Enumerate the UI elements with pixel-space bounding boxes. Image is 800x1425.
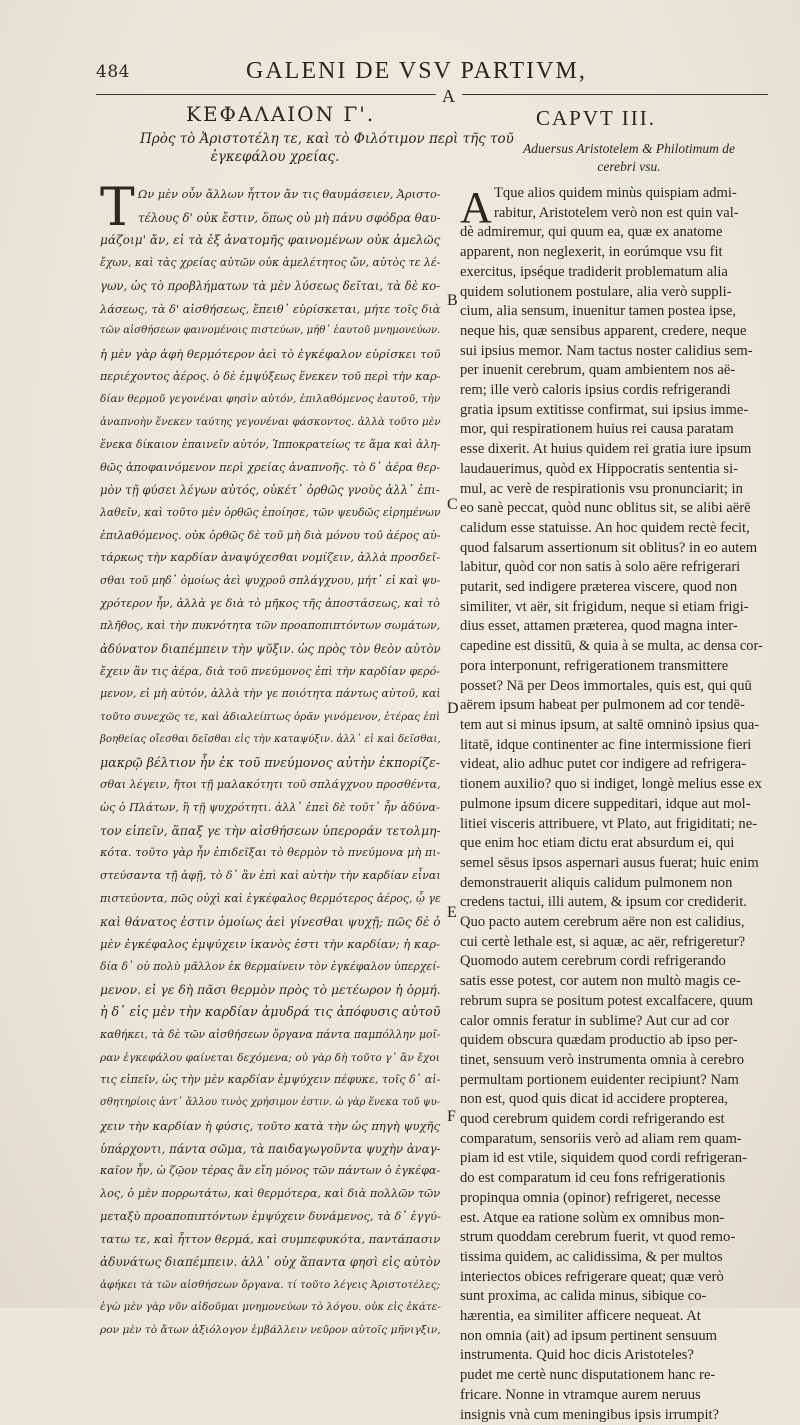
latin-subtitle-line: cerebri vsu. bbox=[597, 159, 661, 174]
greek-text-line: μενον, εἰ μὴ αὐτόν, ἀλλὰ τὴν γε ποιότητα πάντως αὐτοῦ, καὶ bbox=[100, 687, 441, 701]
greek-text-line: λάσεως, τὰ δ' αἰσθήσεως, ἔπειθ᾽ εὑρίσκεται, μήτε τοῖς διὰ bbox=[100, 301, 441, 316]
column-letter: A bbox=[442, 86, 455, 106]
latin-text-line: aërem ipsum habeat per pulmonem ad cor tendē- bbox=[460, 697, 745, 714]
latin-text-line: insignis vnà cum meningibus ipsis irrumpit? bbox=[460, 1406, 720, 1423]
latin-text-line: est. Atque ea ratione solùm ex omnibus mon- bbox=[460, 1209, 725, 1226]
greek-text-line: ὑπάρχοντι, πάντα σῶμα, τὰ παιδαγωγοῦντα ψυχὴν ἀναγ- bbox=[100, 1141, 441, 1156]
greek-text-line: ἀδυνάτως διαπέμπειν. ἀλλ᾽ οὐχ ἅπαντα φησὶ εἰς αὐτὸν bbox=[100, 1255, 441, 1270]
latin-text-line: que enim hoc etiam dictu erat absurdum ei, qui bbox=[460, 835, 735, 852]
latin-text-line: satis esse potest, cor autem non multò magis ce- bbox=[460, 973, 741, 990]
greek-text-line: Ων μὲν οὖν ἄλλων ἧττον ἄν τις θαυμάσειεν, Ἀριστο- bbox=[138, 188, 441, 201]
greek-text-line: τοῦτο συνεχῶς τε, καὶ ἀδιαλείπτως ὁρᾶν γινόμενον, ἑτέρας ἐπὶ bbox=[100, 711, 441, 724]
latin-text-line: videat, alio adhuc putet cor indigere ad refrigera- bbox=[460, 756, 747, 773]
greek-text-line: καὶ θάνατος ἐστιν ὁμοίως ἀεὶ γίνεσθαι ψυχῇ; πῶς δὲ ὁ bbox=[100, 914, 441, 929]
latin-drop-cap: A bbox=[460, 183, 492, 232]
greek-text-line: μὸν τῇ φύσει λέγων αὐτός, οὐκέτ᾽ ὀρθῶς γνοὺς ἀλλ᾽ ἐπι- bbox=[100, 483, 440, 498]
greek-text-line: ραν ἐγκεφάλου φαίνεται δεχόμενα; οὐ γὰρ δὴ τοῦτο γ᾽ ἂν ἔχοι bbox=[100, 1050, 440, 1064]
margin-letter-d: D bbox=[447, 700, 459, 717]
greek-text-line: ἡ μὲν γὰρ ἁφὴ θερμότερον ἀεὶ τὸ ἐγκέφαλον εὑρίσκει τοῦ bbox=[100, 346, 441, 361]
greek-text-line: ρον μὲν τὸ ἄτων ἀξιόλογον ἐμβάλλειν νεῦρον αὐτοῖς μῆνιγξιν, bbox=[100, 1323, 441, 1337]
latin-text-line: calor omnis feratur in sublime? Aut cur ad cor bbox=[460, 1012, 730, 1029]
greek-text-line: δία δ᾽ οὐ πολὺ μᾶλλον ἐκ θερμαίνειν τὸν ἐγκέφαλον ὑπερχεί- bbox=[100, 959, 441, 973]
greek-text-line: ἀφήκει τὰ τῶν αἰσθήσεων ὄργανα. τί τοῦτο λέγεις Ἀριστοτέλες; bbox=[100, 1278, 441, 1291]
greek-text-line: μὲν ἐγκέφαλος ἐμψύχειν ἱκανὸς ἐστι τὴν καρδίαν; ἡ καρ- bbox=[100, 937, 440, 952]
latin-text-line: piam id est vtile, siquidem quod cordi refrigeran- bbox=[460, 1150, 747, 1167]
latin-text-line: apparent, non neglexerit, in eorúmque vsu fit bbox=[460, 244, 723, 261]
greek-text-line: βοηθείας οἴεσθαι δεῖσθαι εἰς τὴν καταψύξιν. ἀλλ᾽ εἰ καὶ δεῖσθαι, bbox=[100, 733, 441, 745]
latin-text-line: rebrum supra se positum potest excalfacere, quum bbox=[460, 992, 753, 1009]
greek-chapter-subtitle bbox=[140, 130, 514, 166]
latin-text-line: putarit, sed indigere præterea viscere, quod non bbox=[460, 579, 738, 596]
latin-text-line: non est, quod quis dicat id accidere propterea, bbox=[460, 1091, 728, 1108]
greek-text-line: τον εἰπεῖν, ἅπαξ γε τὴν αἰσθήσεων ὑπεροράν τετολμη- bbox=[100, 823, 441, 838]
header-rule-left bbox=[96, 94, 436, 95]
greek-text-line: ὡς ὁ Πλάτων, ἢ τῇ ψυχρότητι. ἀλλ᾽ ἐπεὶ δὲ τοῦτ᾽ ἦν ἀδύνα- bbox=[100, 800, 440, 814]
greek-text-column bbox=[100, 178, 444, 1342]
header-rule-right bbox=[462, 94, 768, 95]
margin-letter-e: E bbox=[447, 904, 457, 921]
margin-letter-b: B bbox=[447, 292, 458, 309]
latin-text-line: tissima quidem, ac calidissima, & per multos bbox=[460, 1248, 723, 1265]
latin-text-line: rabitur, Aristotelem verò non est quin val- bbox=[494, 204, 739, 221]
latin-text-line: neque his, quæ sensibus apparent, credere, neque bbox=[460, 322, 747, 339]
book-title: GALENI DE VSV PARTIVM, bbox=[246, 58, 587, 84]
latin-text-line: pudet me certè nunc disputationem hanc re- bbox=[460, 1367, 716, 1384]
latin-text-line: demonstrauerit aliquis calidum pulmonem non bbox=[460, 874, 733, 891]
latin-text-line: dè admiremur, qui quum ea, quæ ex anatome bbox=[460, 224, 723, 241]
page-number: 484 bbox=[96, 62, 130, 82]
greek-text-line: γων, ὡς τὸ προβλήματων τὰ μὲν λύσεως δεῖται, τὰ δὲ κο- bbox=[100, 278, 441, 293]
latin-subtitle-line: Aduersus Aristotelem & Philotimum de bbox=[523, 141, 735, 156]
greek-subtitle-line: ἐγκεφάλου χρείας. bbox=[210, 149, 340, 165]
latin-chapter-heading: CAPVT III. bbox=[536, 106, 656, 130]
greek-text-line: θῶς ἀποφαινόμενον περὶ χρείας ἀναπνοῆς. τὸ δ᾽ ἀέρα θερ- bbox=[100, 460, 441, 475]
greek-text-line: σθητηρίοις ἀντ᾽ ἄλλου τινὸς χρήσιμον ἐστιν. ὡ γὰρ ἕνεκα τοῦ ψυ- bbox=[100, 1097, 441, 1109]
greek-text-line: κότα. τοῦτο γὰρ ἦν ἐπιδεῖξαι τὸ θερμὸν τὸ πνεύμονα μὴ πι- bbox=[100, 846, 441, 860]
greek-text-line: χρότερον ἦν, ἀλλὰ γε διὰ τὸ μῆκος τῆς ἀποστάσεως, καὶ τὸ bbox=[100, 596, 440, 610]
greek-chapter-heading: ΚΕΦΑΛΑΙΟΝ Γ'. bbox=[186, 102, 376, 126]
latin-text-line: esse dixerit. At huius quidem rei gratia iure ipsum bbox=[460, 441, 752, 458]
latin-text-line: gratia ipsum extitisse confirmat, sui ipsius imme- bbox=[460, 401, 749, 418]
greek-text-line: τις εἰπεῖν, ὡς τὴν μὲν καρδίαν ἐμψύχειν πέφυκε, τοῖς δ᾽ αἰ- bbox=[100, 1073, 441, 1087]
latin-text-line: semel sēsus ipsos aspernari ausus fuerat; huic enim bbox=[460, 854, 759, 871]
greek-text-line: καθήκει, τὰ δὲ τῶν αἰσθήσεων ὄργανα πάντα παμπόλλην μοῖ- bbox=[100, 1028, 441, 1042]
latin-text-line: do est comparatum id ceu fons refrigerationis bbox=[460, 1170, 726, 1187]
latin-text-line: Quo pacto autem cerebrum aëre non est calidius, bbox=[460, 914, 745, 931]
latin-text-line: credens tactui, illi autem, & ipsum cor crediderit. bbox=[460, 894, 747, 911]
greek-text-line: μάζοιμ' ἄν, εἰ τὰ ἐξ ἀνατομῆς φαινομένων οὐκ ἀμελῶς bbox=[100, 233, 441, 248]
latin-text-line: interiectos obices refrigerare queat; quæ verò bbox=[460, 1268, 724, 1285]
greek-text-line: ἐγὼ μὲν γὰρ νῦν αἰδοῦμαι μνημονεύων τὸ λόγου. οὐκ εἰς ἑκάτε- bbox=[100, 1301, 441, 1314]
greek-text-line: ἔχειν ἂν τις ἀέρα, διὰ τοῦ πνεύμονος ἐπὶ τὴν καρδίαν φερό- bbox=[100, 664, 441, 678]
latin-text-column bbox=[460, 184, 766, 1425]
latin-text-line: capedine est dissitū, & quia à se multa, ac densa cor- bbox=[460, 638, 763, 655]
greek-text-line: τατω τε, καὶ ἧττον θερμά, καὶ συμπεφυκότα, παντάπασιν bbox=[100, 1232, 441, 1247]
greek-text-line: σθαι τοῦ μηδ᾽ ὁμοίως ἀεὶ ψυχροῦ σπλάγχνου, μήτ᾽ εἰ καὶ ψυ- bbox=[100, 573, 441, 587]
latin-text-line: litiei visceris attribuere, vt Plato, aut frigiditati; ne- bbox=[460, 815, 758, 832]
latin-text-line: sui ipsius memor. Nam tactus noster calidius sem- bbox=[460, 342, 753, 359]
greek-text-line: τάρκως τὴν καρδίαν ἀναψύχεσθαι νομίζειν, ἀλλὰ προσδεῖ- bbox=[100, 551, 440, 565]
latin-text-line: tem aut si minus ipsum, at saltē omninò ipsius qua- bbox=[460, 716, 760, 733]
greek-text-line: σθαι λέγειν, ἤτοι τῇ μαλακότητι τοῦ σπλάγχνου προσθέντα, bbox=[100, 778, 441, 792]
latin-text-line: cui certè lethale est, si aquæ, ac aër, refrigeretur? bbox=[460, 933, 746, 950]
latin-text-line: non omnia (ait) ad ipsum pertinent sensuum bbox=[460, 1327, 717, 1344]
greek-text-line: δίαν θερμοῦ γεγονέναι φησὶν αὐτόν, ἐπιλαθόμενος ἑαυτοῦ, τὴν bbox=[100, 393, 441, 406]
running-head bbox=[0, 58, 800, 88]
latin-text-line: strum quoddam cerebrum fuerit, vt quod remo- bbox=[460, 1229, 736, 1246]
latin-text-line: quidem obscura quædam productio ab ipso per- bbox=[460, 1032, 738, 1049]
greek-text-line: ἕνεκα δίκαιον ἐπαινεῖν αὐτόν, Ἱπποκρατείως τε ἅμα καὶ ἀλη- bbox=[100, 437, 441, 451]
latin-text-line: calidum esse statuisse. An hoc quidem rectè fecit, bbox=[460, 519, 750, 536]
latin-text-line: laudauerimus, quòd ex Hippocratis sententia si- bbox=[460, 460, 739, 477]
latin-text-line: Tque alios quidem minùs quispiam admi- bbox=[494, 185, 737, 201]
greek-text-line: λος, ὁ μὲν πορρωτάτω, καὶ θερμότερα, καὶ διὰ πολλῶν τῶν bbox=[100, 1186, 441, 1200]
latin-text-line: eo sanè peccat, quòd nunc oblitus sit, se alibi aërē bbox=[460, 500, 751, 517]
latin-text-line: quod cerebrum quidem cordi refrigerando est bbox=[460, 1111, 725, 1128]
latin-text-line: propinqua omnia (opinor) refrigeret, necesse bbox=[460, 1189, 721, 1206]
latin-text-line: quidem solutionem postulare, alia verò suppli- bbox=[460, 283, 732, 300]
latin-text-line: permultam portionem euidenter recipiunt? Nam bbox=[460, 1071, 739, 1088]
greek-text-line: ἡ δ᾽ εἰς μὲν τὴν καρδίαν ἀμυδρά τις ἀπόφυσις αὐτοῦ bbox=[100, 1004, 441, 1020]
margin-letter-f: F bbox=[447, 1108, 456, 1125]
latin-text-line: posset? Nā per Deos immortales, quis est, qui quū bbox=[460, 677, 752, 694]
greek-text-line: ἀναπνοὴν ἕνεκεν ταύτης γεγονέναι φάσκοντος. ἀλλὰ τοῦτο μὲν bbox=[100, 416, 441, 429]
greek-text-line: ἔχων, καὶ τὰς χρείας αὐτῶν οὐκ ἀμελέτητος ὤν, αὐτὸς τε λέ- bbox=[100, 256, 441, 270]
greek-text-line: μενον. εἰ γε δὴ πᾶσι θερμὸν πρὸς τὸ μετέωρον ἡ ὁρμή. bbox=[100, 982, 441, 997]
margin-letter-c: C bbox=[447, 496, 458, 513]
latin-text-line: dius esset, attamen præterea, quod magna inter- bbox=[460, 618, 738, 635]
greek-text-line: περιέχοντος ἀέρος. ὁ δὲ ἐμψύξεως ἕνεκεν τοῦ περὶ τὴν καρ- bbox=[100, 369, 441, 383]
latin-text-line: tinet, sensuum verò instrumenta omnia à cerebro bbox=[460, 1051, 745, 1068]
latin-text-line: cium, alia sensum, inuenitur tamen postea ipse, bbox=[460, 303, 736, 320]
latin-text-line: per inuenit cerebrum, quam ambientem nos aë- bbox=[460, 362, 736, 379]
greek-text-line: ἐπιλαθόμενος. οὐκ ὀρθῶς δὲ τοῦ μὴ διὰ μόνου τοῦ ἀέρος αὐ- bbox=[100, 528, 441, 542]
greek-text-line: τέλους δ' οὐκ ἔστιν, ὅπως οὐ μὴ πάνυ σφόδρα θαυ- bbox=[138, 210, 441, 225]
latin-text-line: rem; ille verò caloris ipsius cordis refrigerandi bbox=[460, 382, 731, 399]
latin-chapter-subtitle bbox=[494, 140, 764, 176]
latin-text-line: labitur, quòd cor non satis à solo aëre refrigerari bbox=[460, 559, 741, 576]
greek-text-line: πιστεύοντα, πῶς οὐχὶ καὶ ἐγκέφαλος θερμότερος ἀέρος, ᾧ γε bbox=[100, 891, 441, 905]
latin-text-line: Quomodo autem cerebrum cordi refrigerando bbox=[460, 953, 726, 970]
latin-text-line: hærentia, ea similiter afficere nequeat. At bbox=[460, 1308, 701, 1325]
latin-text-line: litatē, idque continenter ac fine intermissione fieri bbox=[460, 736, 752, 753]
latin-text-line: exercitus, ipséque tradiderit problematum alia bbox=[460, 263, 728, 280]
latin-text-line: similiter, vt aër, sit frigidum, neque si etiam frigi- bbox=[460, 598, 749, 615]
greek-text-line: καῖον ἦν, ὡ ζῷον τέρας ἂν εἴη μόνος τῶν πάντων ὁ ἐγκέφα- bbox=[100, 1164, 441, 1178]
greek-text-line: πλῆθος, καὶ τὴν πυκνότητα τῶν προαποπιπτόντων σωμάτων, bbox=[100, 619, 441, 633]
greek-text-line: τῶν αἰσθήσεων φαινομένοις πιστεύων, μήθ᾽ ἑαυτοῦ μνημονεύων. bbox=[100, 325, 441, 337]
latin-text-line: mul, ac verè de respirationis vsu pronunciarit; in bbox=[460, 480, 743, 497]
greek-text-line: ἀδύνατον διαπέμπειν τὴν ψῦξιν. ὡς πρὸς τὸν θεὸν αὐτὸν bbox=[100, 642, 441, 657]
greek-text-line: χειν τὴν καρδίαν ἡ φύσις, τοῦτο κατὰ τὴν ὡς πηγὴ ψυχῆς bbox=[100, 1118, 440, 1133]
latin-text-line: pulmone ipsum dicere suppeditari, idque aut mol- bbox=[460, 795, 751, 812]
greek-text-line: μακρῷ βέλτιον ἦν ἐκ τοῦ πνεύμονος αὐτὴν ἐκπορίζε- bbox=[100, 754, 441, 770]
latin-text-line: sunt proxima, ac calida minus, sibique co- bbox=[460, 1288, 707, 1305]
greek-text-line: μεταξὺ προαποπιπτόντων ἐμψύχειν δυνάμενος, τὰ δ᾽ ἐγγύ- bbox=[100, 1209, 441, 1223]
latin-text-line: quod falsarum assertionum sit oblitus? in eo autem bbox=[460, 539, 758, 556]
latin-text-line: tionem auxilio? quo si indiget, longè melius esse ex bbox=[460, 776, 762, 793]
latin-text-line: pora interponunt, refrigerationem transmittere bbox=[460, 657, 729, 674]
greek-drop-cap: Τ bbox=[100, 178, 135, 238]
latin-text-line: comparatum, sensoriis verò ad aliam rem quam- bbox=[460, 1130, 742, 1147]
greek-text-line: στεύσαντα τῇ ἁφῇ, τὸ δ᾽ ἂν ἐπὶ καὶ αὐτὴν τὴν καρδίαν εἶναι bbox=[100, 869, 441, 883]
latin-text-line: instrumenta. Quid hoc dicis Aristoteles? bbox=[460, 1347, 694, 1364]
greek-subtitle-line: Πρὸς τὸ Ἀριστοτέλη τε, καὶ τὸ Φιλότιμον περὶ τῆς τοῦ bbox=[140, 131, 514, 147]
greek-text-line: λαθεῖν, καὶ τοῦτο μὲν ὀρθῶς ἐποίησε, τῶν ψευδῶς εἰρημένων bbox=[100, 505, 441, 519]
latin-text-line: mor, qui respirationem huius rei causa paratam bbox=[460, 421, 734, 438]
latin-text-line: fricare. Nonne in vtramque aurem neruus bbox=[460, 1386, 701, 1403]
